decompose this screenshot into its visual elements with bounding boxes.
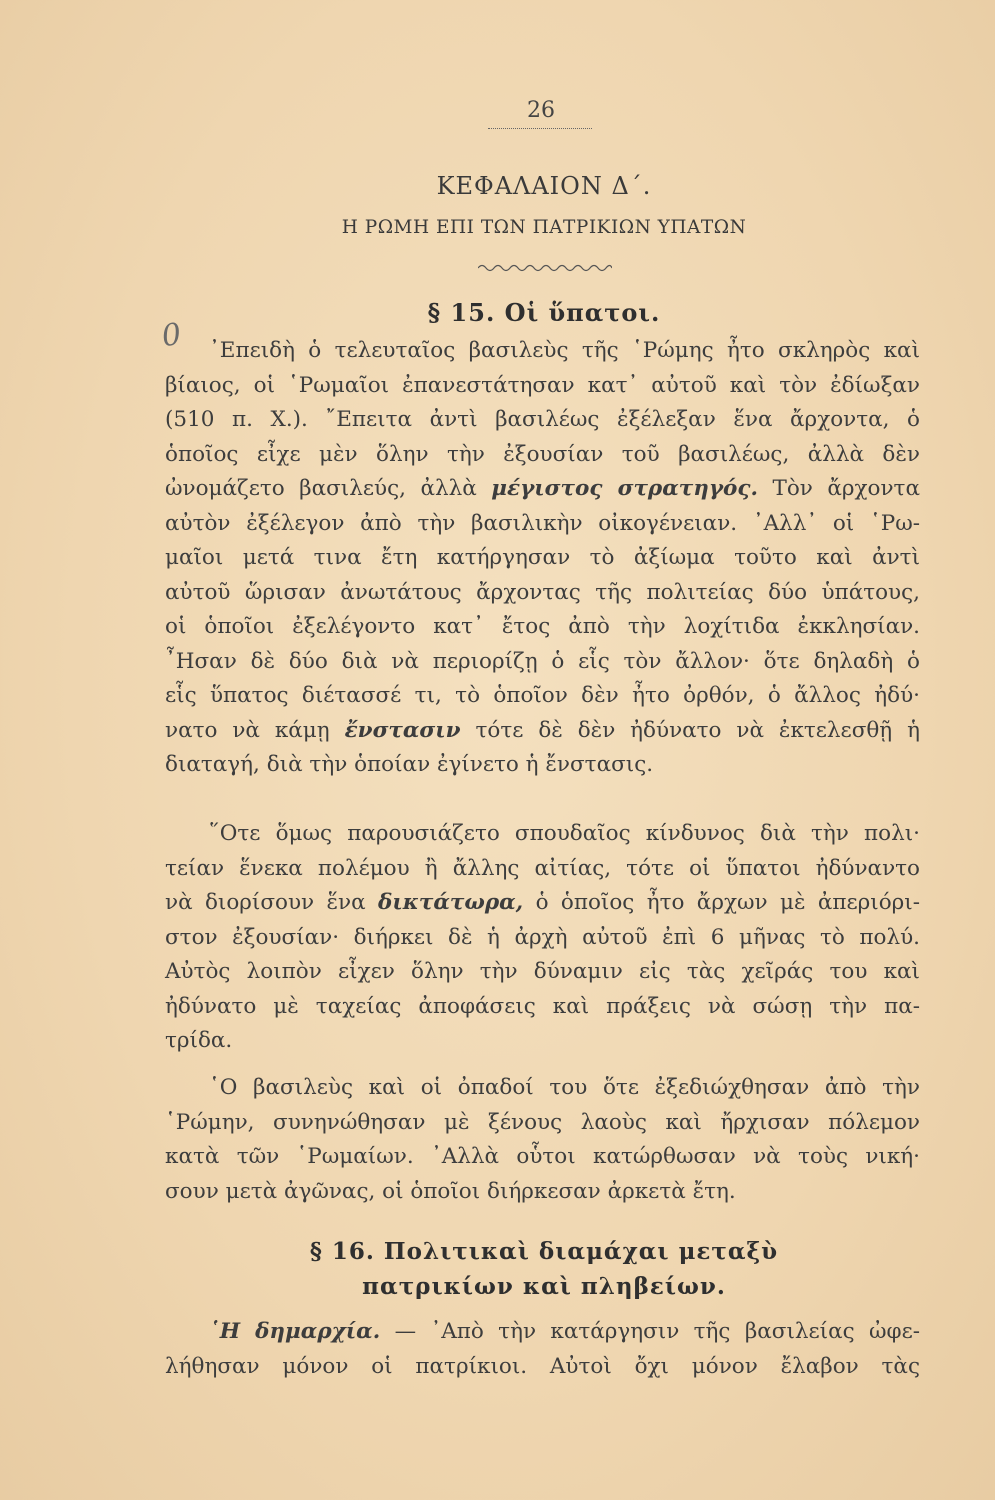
text-line: ῏Ησαν δὲ δύο διὰ νὰ περιορίζῃ ὁ εἷς τὸν ἄλλον· ὅτε δηλαδὴ ὁ [165,648,920,674]
section-16-heading-continued: πατρικίων καὶ πληβείων. [362,1273,726,1300]
emphasized-term: δικτάτωρα, [378,890,524,915]
text-line: αὐτὸν ἐξέλεγον ἀπὸ τὴν βασιλικὴν οἰκογένειαν. ᾿Αλλ᾿ οἱ ῾Ρω- [165,510,920,536]
text-line: στον ἐξουσίαν· διήρκει δὲ ἡ ἀρχὴ αὐτοῦ ἐπὶ 6 μῆνας τὸ πολύ. [165,924,920,950]
text-line: διαταγή, διὰ τὴν ὁποίαν ἐγίνετο ἡ ἔνστασις. [165,752,654,777]
text-line: οἱ ὁποῖοι ἐξελέγοντο κατ᾿ ἔτος ἀπὸ τὴν λοχίτιδα ἐκκλησίαν. [165,614,920,639]
page-number-rule [488,128,592,129]
emphasized-term: ἔνστασιν [344,717,461,743]
text-line: αὐτοῦ ὥρισαν ἀνωτάτους ἄρχοντας τῆς πολιτείας δύο ὑπάτους, [165,579,920,605]
text-line [165,714,920,749]
text-line [165,886,920,921]
text-line: σουν μετὰ ἀγῶνας, οἱ ὁποῖοι διήρκεσαν ἀρκετὰ ἔτη. [165,1178,736,1204]
emphasized-term: μέγιστος στρατηγός. [491,476,758,501]
text-fragment: Τὸν ἄρχοντα [772,476,920,501]
text-line: ᾿Επειδὴ ὁ τελευταῖος βασιλεὺς τῆς ῾Ρώμης ἦτο σκληρὸς καὶ [209,338,920,363]
text-line: (510 π. Χ.). ῎Επειτα ἀντὶ βασιλέως ἐξέλεξαν ἕνα ἄρχοντα, ὁ [165,407,920,432]
paragraph-exiled-king [165,1071,920,1209]
text-line: ἠδύνατο μὲ ταχείας ἀποφάσεις καὶ πράξεις νὰ σώσῃ τὴν πα- [165,993,920,1019]
text-fragment: νὰ διορίσουν ἕνα [165,890,366,915]
text-fragment: νατο νὰ κάμῃ [165,717,330,743]
text-line: λήθησαν μόνον οἱ πατρίκιοι. Αὐτοὶ ὄχι μόνον ἔλαβον τὰς [165,1353,920,1379]
text-line: τρίδα. [165,1028,233,1053]
text-line: ῞Οτε ὅμως παρουσιάζετο σπουδαῖος κίνδυνος διὰ τὴν πολι· [209,821,920,846]
text-line [165,472,920,507]
text-fragment: ὁ ὁποῖος ἦτο ἄρχων μὲ ἀπεριόρι- [535,890,920,915]
text-line: εἷς ὕπατος διέτασσέ τι, τὸ ὁποῖον δὲν ἦτο ὀρθόν, ὁ ἄλλος ἠδύ· [165,683,920,708]
text-line: βίαιος, οἱ ῾Ρωμαῖοι ἐπανεστάτησαν κατ᾿ αὐτοῦ καὶ τὸν ἐδίωξαν [165,372,920,398]
paragraph-dictator [165,817,920,1059]
text-fragment: — ᾿Απὸ τὴν κατάργησιν τῆς βασιλείας ὠφε- [394,1319,921,1344]
chapter-title: ΚΕΦΑΛΑΙΟΝ Δ΄. [436,172,652,200]
text-line: μαῖοι μετά τινα ἔτη κατήργησαν τὸ ἀξίωμα τοῦτο καὶ ἀντὶ [165,545,920,570]
chapter-subtitle: Η ΡΩΜΗ ΕΠΙ ΤΩΝ ΠΑΤΡΙΚΙΩΝ ΥΠΑΤΩΝ [341,217,747,238]
paragraph-consuls [165,334,920,783]
text-line: Αὐτὸς λοιπὸν εἶχεν ὅλην τὴν δύναμιν εἰς τὰς χεῖράς του καὶ [165,959,920,984]
text-line [165,1315,920,1350]
text-line: ῾Ρώμην, συνηνώθησαν μὲ ξένους λαοὺς καὶ ἤρχισαν πόλεμον [165,1109,920,1135]
section-15-heading: § 15. Οἱ ὕπατοι. [427,298,661,327]
page-number: 26 [527,98,555,123]
text-fragment: ὠνομάζετο βασιλεύς, ἀλλὰ [165,476,477,501]
text-fragment: τότε δὲ δὲν ἠδύνατο νὰ ἐκτελεσθῇ ἡ [475,717,920,743]
handwritten-margin-mark: 0 [159,316,184,355]
text-line: ὁποῖος εἶχε μὲν ὅλην τὴν ἐξουσίαν τοῦ βασιλέως, ἀλλὰ δὲν [165,441,920,467]
text-line: τείαν ἕνεκα πολέμου ἢ ἄλλης αἰτίας, τότε οἱ ὕπατοι ἠδύναντο [165,855,920,881]
decorative-wavy-rule [478,262,612,274]
emphasized-term: ῾Η δημαρχία. [209,1319,381,1344]
paragraph-tribunate [165,1315,920,1384]
text-line: ῾Ο βασιλεὺς καὶ οἱ ὀπαδοί του ὅτε ἐξεδιώχθησαν ἀπὸ τὴν [209,1075,920,1100]
text-line: κατὰ τῶν ῾Ρωμαίων. ᾿Αλλὰ οὗτοι κατώρθωσαν νὰ τοὺς νική· [165,1144,920,1169]
section-16-heading: § 16. Πολιτικαὶ διαμάχαι μεταξὺ [309,1238,779,1265]
